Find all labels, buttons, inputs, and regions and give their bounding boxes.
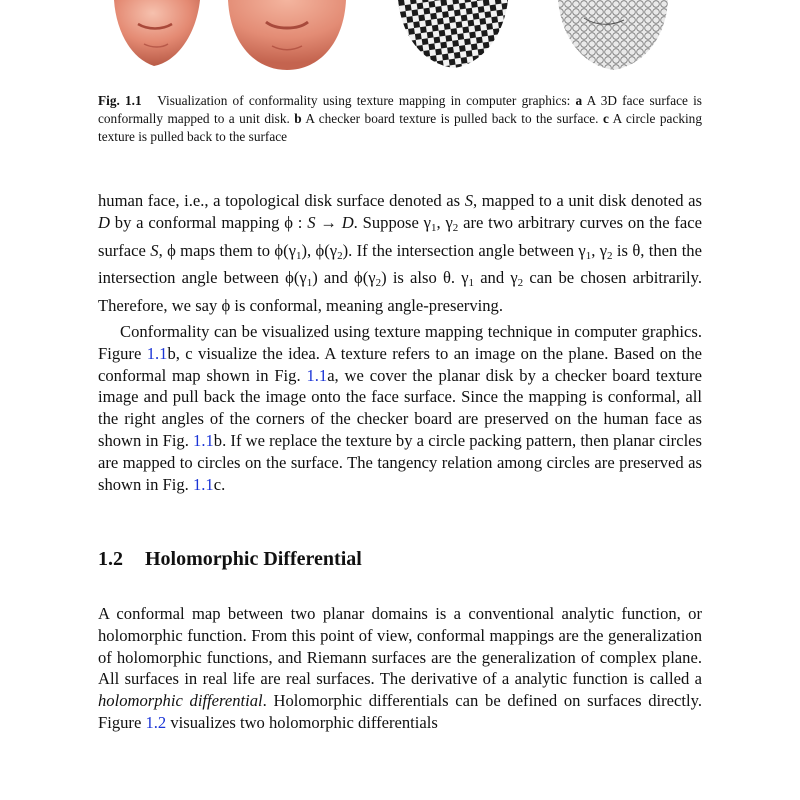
caption-letter-c: c	[602, 111, 609, 126]
caption-text-b: A checker board texture is pulled back to the surface.	[301, 111, 603, 126]
figure-ref-link[interactable]: 1.2	[145, 712, 167, 732]
caption-text: Visualization of conformality using texture mapping in computer graphics:	[157, 93, 576, 108]
caption-text-c: A circle packing texture is pulled back to the surface	[98, 111, 702, 144]
caption-letter-b: b	[294, 111, 302, 126]
paragraph-texture-mapping: Conformality can be visualized using texture mapping technique in computer graphics. Figure 1.1b, c visualize the idea. A texture refers to an image on the plane. Based on the conformal map shown in Fig. 1.1a, we cover the planar disk by a checker board texture image and pull back the image onto the face surface. Since the mapping is conformal, all the right angles of the corners of the checker board are preserved on the human face as shown in Fig. 1.1b. If we replace the texture by a circle packing pattern, then planar circles are mapped to circles on the surface. The tangency relation among circles are preserved as shown in Fig. 1.1c.	[98, 322, 703, 494]
section-title-text: Holomorphic Differential	[145, 548, 362, 570]
paragraph-holomorphic: A conformal map between two planar domains is a conventional analytic function, or holomorphic function. From this point of view, conformal mappings are the generalization of holomorphic functions, and Riemann surfaces are the generalization of complex plane. All surfaces in real life are real surfaces. The derivative of a analytic function is called a holomorphic differential. Holomorphic differentials can be defined on surfaces directly. Figure 1.2 visualizes two holomorphic differentials	[98, 604, 702, 732]
figure-1-1	[96, 0, 706, 72]
caption-letter-a: a	[575, 93, 583, 108]
circle-packing-face-image	[556, 0, 668, 72]
section-heading	[98, 548, 362, 571]
unit-disk-image	[228, 0, 346, 72]
figure-label: Fig. 1.1	[98, 93, 142, 108]
caption-text-a: A 3D face surface is conformally mapped to a unit disk.	[98, 93, 702, 126]
section-number: 1.2	[98, 548, 123, 570]
figure-ref-link[interactable]: 1.1	[193, 430, 214, 450]
figure-caption	[98, 92, 702, 146]
figure-ref-link[interactable]: 1.1	[192, 474, 214, 494]
face-3d-image	[110, 0, 202, 72]
figure-ref-link[interactable]: 1.1	[146, 343, 168, 363]
checkerboard-face-image	[398, 0, 508, 72]
figure-ref-link[interactable]: 1.1	[306, 365, 328, 385]
term-holomorphic-differential: holomorphic differential	[98, 691, 263, 711]
paragraph-conformal-definition: human face, i.e., a topological disk surface denoted as S, mapped to a unit disk denoted as D by a conformal mapping ϕ : S → D. Suppose $\gamma_1$, $\gamma_2$ are two arbitrary curves on the face surface S, ϕ maps them to $\phi(\gamma_1)$, $\phi(\gamma_2)$. If the intersection angle between $\gamma_1$, $\gamma_2$ is θ, then the intersection angle between $\phi(\gamma_1)$ and $\phi(\gamma_2)$ is also θ. $\gamma_1$ and $\gamma_2$ can be chosen arbitrarily. Therefore, we say ϕ is conformal, meaning angle-preserving.	[98, 191, 702, 316]
